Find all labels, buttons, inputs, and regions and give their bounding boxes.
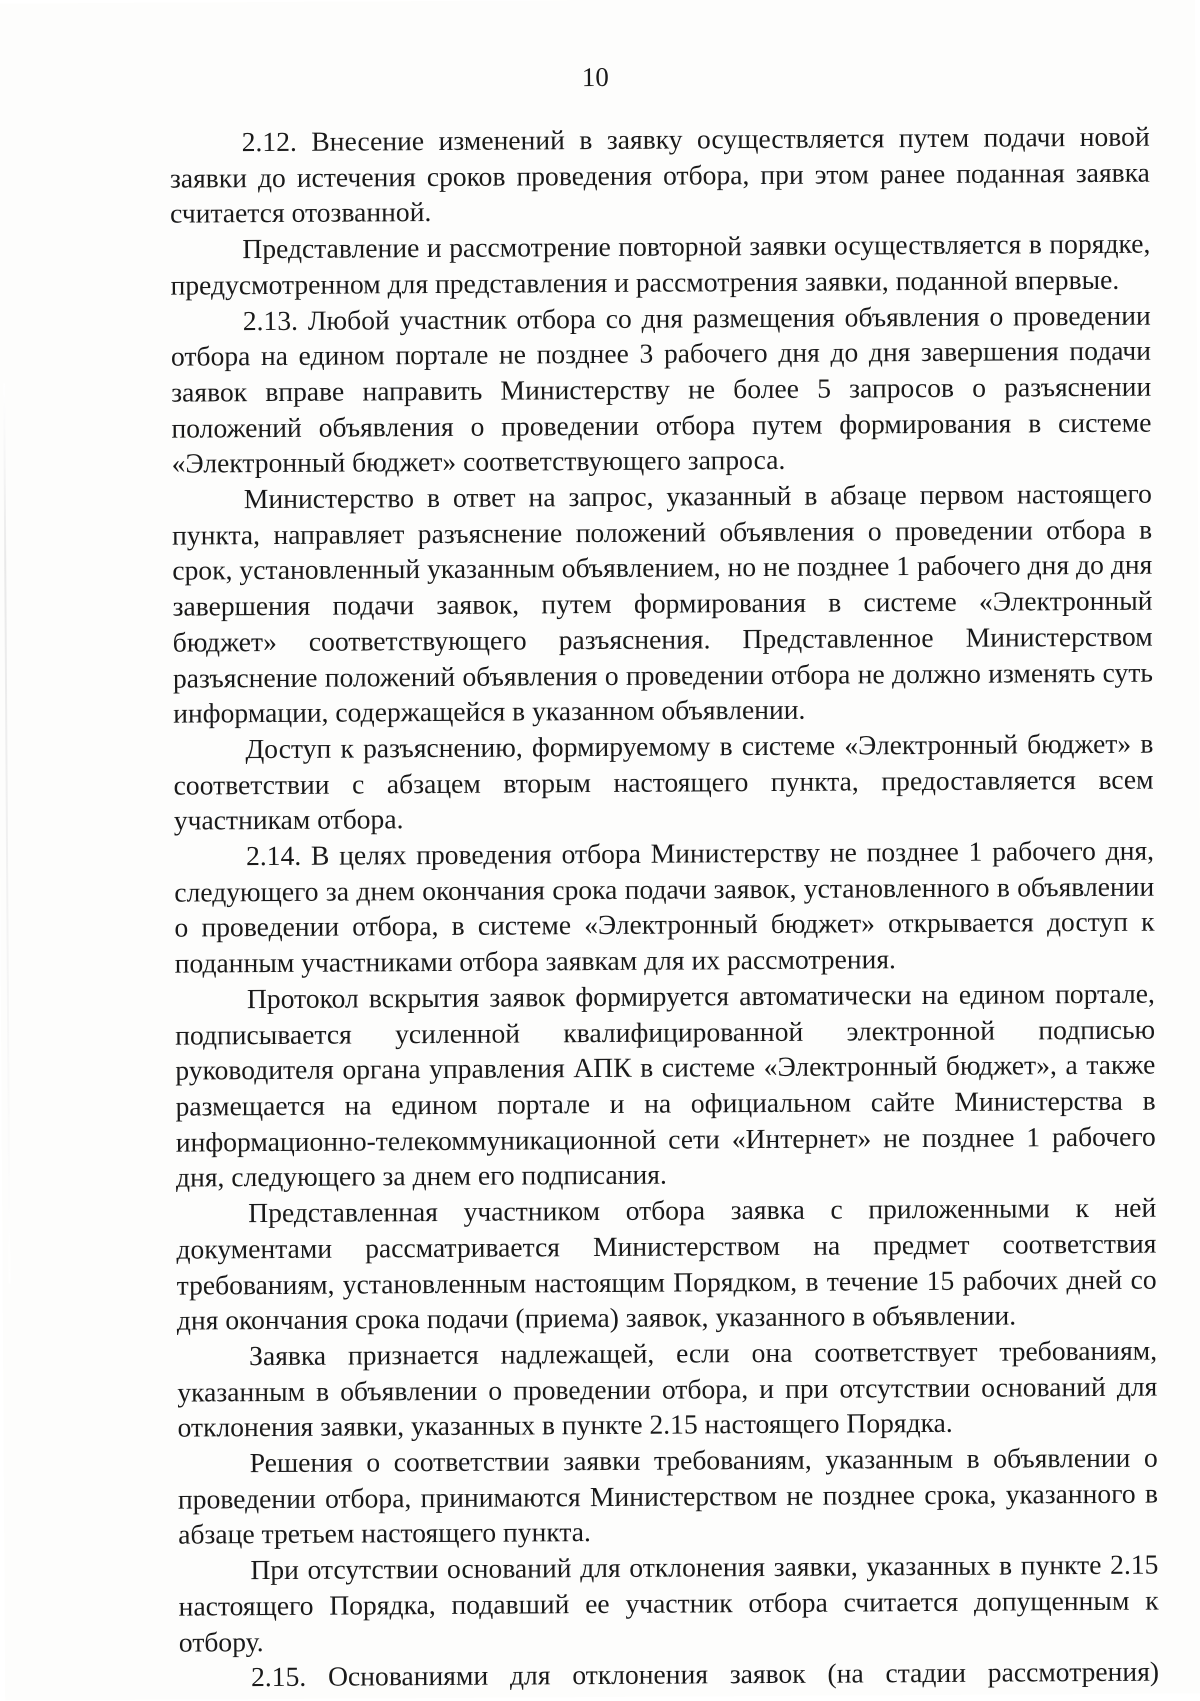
paragraph-access-clarification: Доступ к разъяснению, формируемому в системе «Электронный бюджет» в соответствии с абзацем вторым настоящего пункта, предоставляется всем участникам отбора.	[173, 727, 1154, 836]
paragraph-2-15: 2.15. Основаниями для отклонения заявок (на стадии рассмотрения)	[250, 1655, 1160, 1693]
paragraph-proper-application: Заявка признается надлежащей, если она соответствует требованиям, указанным в объявлении о проведении отбора, и при отсутствии оснований для отклонения заявки, указанных в пункте 2.15 настоящего Порядка.	[177, 1334, 1158, 1443]
paragraph-ministry-response: Министерство в ответ на запрос, указанный в абзаце первом настоящего пункта, направляет разъяснение положений объявления о проведении отбора в срок, установленный указанным объявлением, но не позднее 1 рабочего дня до дня завершения подачи заявок, путем формирования в системе «Электронный бюджет» соответствующего разъяснения. Представленное Министерством разъяснение положений объявления о проведении отбора не должно изменять суть информации, содержащейся в указанном объявлении.	[171, 477, 1154, 729]
paragraph-review-period: Представленная участником отбора заявка с приложенными к ней документами рассматривается Министерством на предмет соответствия требованиям, установленным настоящим Порядком, в течение 15 рабочих дней со дня окончания срока подачи (приема) заявок, указанного в объявлении.	[176, 1191, 1157, 1336]
paragraph-2-13: 2.13. Любой участник отбора со дня размещения объявления о проведении отбора на едином портале не позднее 3 рабочего дня до дня завершения подачи заявок вправе направить Министерству не более 5 запросов о разъяснении положений объявления о проведении отбора путем формирования в системе «Электронный бюджет» соответствующего запроса.	[170, 299, 1152, 479]
paragraph-admission: При отсутствии оснований для отклонения заявки, указанных в пункте 2.15 настоящего Порядка, подавший ее участник отбора считается допущенным к отбору.	[178, 1548, 1159, 1658]
page-number: 10	[581, 61, 609, 93]
paragraph-2-12: 2.12. Внесение изменений в заявку осуществляется путем подачи новой заявки до истечения сроков проведения отбора, при этом ранее поданная заявка считается отозванной.	[169, 120, 1150, 230]
paragraph-opening-protocol: Протокол вскрытия заявок формируется автоматически на едином портале, подписывается усиленной квалифицированной электронной подписью руководителя органа управления АПК в системе «Электронный бюджет», а также размещается на едином портале и на официальном сайте Министерства в информационно-телекоммуникационной сети «Интернет» не позднее 1 рабочего дня, следующего за днем его подписания.	[175, 977, 1156, 1193]
paragraph-2-14: 2.14. В целях проведения отбора Министерству не позднее 1 рабочего дня, следующего за днем окончания срока подачи заявок, установленного в объявлении о проведении отбора, в системе «Электронный бюджет» открывается доступ к поданным участниками отбора заявкам для их рассмотрения.	[174, 834, 1155, 979]
scan-edge-artifact	[3, 384, 10, 1284]
paragraph-repeat-application: Представление и рассмотрение повторной заявки осуществляется в порядке, предусмотренном для представления и рассмотрения заявки, поданной впервые.	[170, 227, 1151, 301]
paragraph-compliance-decisions: Решения о соответствии заявки требованиям, указанным в объявлении о проведении отбора, принимаются Министерством не позднее срока, указанного в абзаце третьем настоящего пункта.	[177, 1441, 1159, 1551]
document-body	[170, 119, 1160, 1696]
